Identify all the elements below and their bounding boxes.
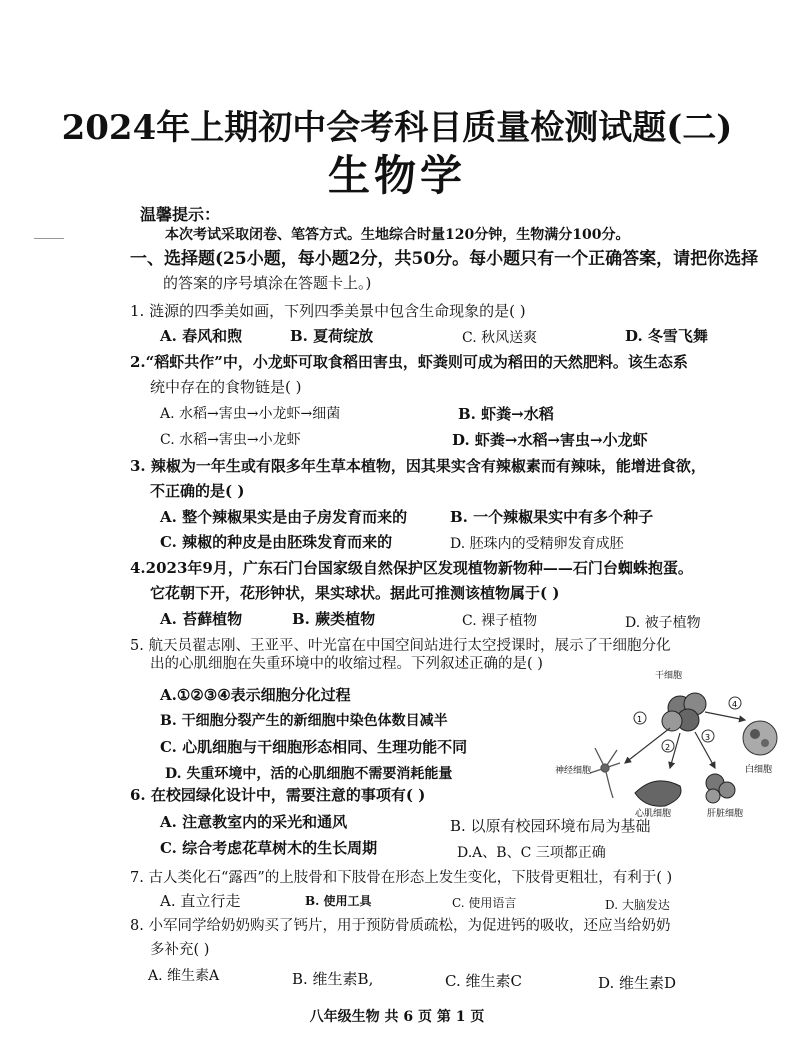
question-4-option-c: C. 裸子植物 bbox=[462, 613, 538, 629]
question-2-option-a: A. 水稻→害虫→小龙虾→细菌 bbox=[160, 406, 341, 422]
question-6-option-d: D.A、B、C 三项都正确 bbox=[457, 845, 606, 861]
question-6-option-b: B. 以原有校园环境布局为基础 bbox=[450, 817, 651, 835]
question-8-stem-line-2: 多补充( ) bbox=[150, 942, 210, 958]
question-7-option-b: B. 使用工具 bbox=[305, 894, 372, 908]
question-6-option-a: A. 注意教室内的采光和通风 bbox=[160, 813, 348, 831]
question-6-option-c: C. 综合考虑花草树木的生长周期 bbox=[160, 839, 378, 857]
question-4-option-a: A. 苔藓植物 bbox=[160, 610, 243, 628]
question-4-option-d: D. 被子植物 bbox=[625, 615, 701, 631]
label-liver-cell: 肝脏细胞 bbox=[707, 809, 744, 818]
section-instruction: 的答案的序号填涂在答题卡上。) bbox=[163, 274, 372, 292]
stem-cell-shape bbox=[662, 693, 706, 731]
label-heart-muscle: 心肌细胞 bbox=[635, 809, 672, 818]
question-4-stem-line-1: 4.2023年9月，广东石门台国家级自然保护区发现植物新物种——石门台蜘蛛抱蛋。 bbox=[130, 559, 693, 577]
question-2-stem-line-1: 2.“稻虾共作”中，小龙虾可取食稻田害虫，虾粪则可成为稻田的天然肥料。该生态系 bbox=[130, 353, 688, 371]
question-7-option-c: C. 使用语言 bbox=[452, 896, 517, 910]
question-2-option-b: B. 虾粪→水稻 bbox=[458, 405, 554, 423]
question-5-stem-line-1: 5. 航天员翟志刚、王亚平、叶光富在中国空间站进行太空授课时，展示了干细胞分化 bbox=[130, 638, 671, 654]
exam-title: 2024年上期初中会考科目质量检测试题(二) bbox=[61, 108, 733, 148]
question-3-option-b: B. 一个辣椒果实中有多个种子 bbox=[450, 508, 654, 526]
question-3-stem-line-1: 3. 辣椒为一年生或有限多年生草本植物，因其果实含有辣椒素而有辣味，能增进食欲， bbox=[130, 457, 706, 475]
tips-text: 本次考试采取闭卷、笔答方式。生地综合时量120分钟，生物满分100分。 bbox=[165, 227, 630, 243]
page-footer: 八年级生物 共 6 页 第 1 页 bbox=[309, 1009, 485, 1025]
heart-muscle-shape bbox=[635, 781, 681, 806]
question-1-stem: 1. 涟源的四季美如画，下列四季美景中包含生命现象的是( ) bbox=[130, 302, 526, 320]
question-8-option-a: A. 维生素A bbox=[148, 968, 220, 984]
question-7-option-a: A. 直立行走 bbox=[160, 892, 241, 910]
question-6-stem: 6. 在校园绿化设计中，需要注意的事项有( ) bbox=[130, 786, 426, 804]
question-3-option-c: C. 辣椒的种皮是由胚珠发育而来的 bbox=[160, 533, 393, 551]
question-8-option-c: C. 维生素C bbox=[445, 972, 522, 990]
question-2-option-d: D. 虾粪→水稻→害虫→小龙虾 bbox=[452, 431, 648, 449]
tips-heading: 温馨提示： bbox=[140, 205, 221, 224]
question-8-stem-line-1: 8. 小军同学给奶奶购买了钙片，用于预防骨质疏松，为促进钙的吸收，还应当给奶奶 bbox=[130, 918, 671, 934]
question-4-stem-line-2: 它花朝下开，花形钟状，果实球状。据此可推测该植物属于( ) bbox=[150, 584, 560, 602]
question-3-option-a: A. 整个辣椒果实是由子房发育而来的 bbox=[160, 508, 408, 526]
question-1-option-c: C. 秋风送爽 bbox=[462, 330, 538, 346]
label-neuron: 神经细胞 bbox=[555, 766, 592, 776]
question-1-option-d: D. 冬雪飞舞 bbox=[625, 327, 708, 345]
svg-text:3: 3 bbox=[705, 733, 711, 742]
label-white-blood-cell: 白细胞 bbox=[745, 765, 773, 775]
question-8-option-b: B. 维生素B, bbox=[292, 970, 374, 988]
svg-text:4: 4 bbox=[732, 700, 738, 709]
question-3-stem-line-2: 不正确的是( ) bbox=[150, 482, 245, 500]
question-5-option-d: D. 失重环境中，活的心肌细胞不需要消耗能量 bbox=[165, 766, 453, 782]
question-1-option-b: B. 夏荷绽放 bbox=[290, 327, 374, 345]
question-5-option-b: B. 干细胞分裂产生的新细胞中染色体数目减半 bbox=[160, 713, 448, 729]
question-8-option-d: D. 维生素D bbox=[598, 974, 677, 992]
label-stem-cell: 干细胞 bbox=[655, 671, 683, 681]
question-5-option-c: C. 心肌细胞与干细胞形态相同、生理功能不同 bbox=[160, 738, 468, 756]
question-5-stem-line-2: 出的心肌细胞在失重环境中的收缩过程。下列叙述正确的是( ) bbox=[150, 656, 543, 672]
margin-mark bbox=[34, 238, 64, 239]
neuron-shape bbox=[590, 748, 620, 798]
question-1-option-a: A. 春风和煦 bbox=[160, 327, 243, 345]
cell-diagram bbox=[555, 668, 785, 818]
question-3-option-d: D. 胚珠内的受精卵发育成胚 bbox=[450, 536, 624, 552]
question-7-option-d: D. 大脑发达 bbox=[605, 898, 670, 912]
question-4-option-b: B. 蕨类植物 bbox=[292, 610, 376, 628]
section-heading: 一、选择题(25小题，每小题2分，共50分。每小题只有一个正确答案，请把你选择 bbox=[130, 249, 759, 269]
question-2-option-c: C. 水稻→害虫→小龙虾 bbox=[160, 432, 301, 448]
question-2-stem-line-2: 统中存在的食物链是( ) bbox=[150, 378, 302, 396]
svg-text:1: 1 bbox=[637, 715, 643, 724]
liver-cell-shape bbox=[706, 774, 735, 803]
white-blood-cell-shape bbox=[743, 721, 777, 755]
question-5-option-a: A.①②③④表示细胞分化过程 bbox=[160, 686, 351, 704]
svg-text:2: 2 bbox=[665, 743, 671, 752]
cell-differentiation-figure bbox=[555, 668, 785, 818]
subject-title: 生物学 bbox=[327, 151, 466, 200]
question-7-stem: 7. 古人类化石“露西”的上肢骨和下肢骨在形态上发生变化，下肢骨更粗壮，有利于( ) bbox=[130, 870, 673, 886]
